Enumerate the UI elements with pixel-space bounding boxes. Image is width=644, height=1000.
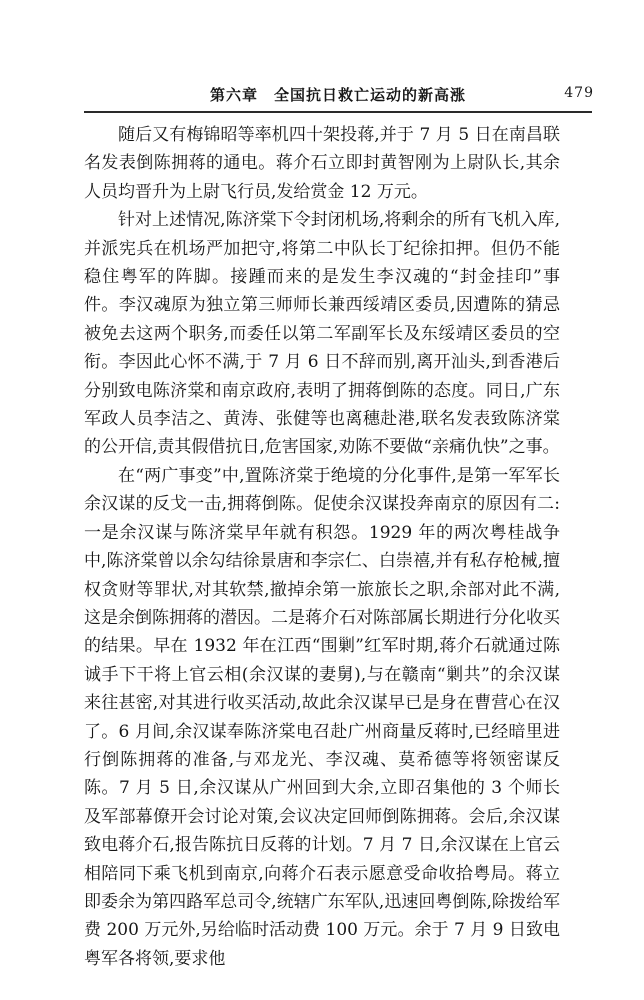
page-number: 479 [564, 85, 594, 101]
header-rule [84, 111, 592, 113]
paragraph: 随后又有梅锦昭等率机四十架投蒋,并于 7 月 5 日在南昌联名发表倒陈拥蒋的通电。蒋介石立即封黄智刚为上尉队长,其余人员均晋升为上尉飞行员,发给赏金 12 万元。 [84, 125, 560, 202]
running-head [84, 84, 592, 106]
chapter-title: 第六章 全国抗日救亡运动的新高涨 [209, 86, 466, 104]
body-text [84, 121, 560, 973]
paragraph: 在“两广事变”中,置陈济棠于绝境的分化事件,是第一军军长余汉谋的反戈一击,拥蒋倒陈。促使余汉谋投奔南京的原因有二:一是余汉谋与陈济棠早年就有积怨。1929 年的两次粤桂战争中,陈济棠曾以余勾结徐景唐和李宗仁、白崇禧,并有私存枪械,擅权贪财等罪状,对其软禁,撤掉余第一旅旅长之职,余部对此不满,这是余倒陈拥蒋的潜因。二是蒋介石对陈部属长期进行分化收买的结果。早在 1932 年在江西“围剿”红军时期,蒋介石就通过陈诚手下干将上官云相(余汉谋的妻舅),与在赣南“剿共”的余汉谋来往甚密,对其进行收买活动,故此余汉谋早已是身在曹营心在汉了。6 月间,余汉谋奉陈济棠电召赴广州商量反蒋时,已经暗里进行倒陈拥蒋的准备,与邓龙光、李汉魂、莫希德等将领密谋反陈。7 月 5 日,余汉谋从广州回到大余,立即召集他的 3 个师长及军部幕僚开会讨论对策,会议决定回师倒陈拥蒋。会后,余汉谋致电蒋介石,报告陈抗日反蒋的计划。7 月 7 日,余汉谋在上官云相陪同下乘飞机到南京,向蒋介石表示愿意受命收拾粤局。蒋立即委余为第四路军总司令,统辖广东军队,迅速回粤倒陈,除拨给军费 200 万元外,另给临时活动费 100 万元。余于 7 月 9 日致电粤军各将领,要求他 [84, 465, 560, 969]
paragraph: 针对上述情况,陈济棠下令封闭机场,将剩余的所有飞机入库,并派宪兵在机场严加把守,将第二中队长丁纪徐扣押。但仍不能稳住粤军的阵脚。接踵而来的是发生李汉魂的“封金挂印”事件。李汉魂原为独立第三师师长兼西绥靖区委员,因遭陈的猜忌被免去这两个职务,而委任以第二军副军长及东绥靖区委员的空衔。李因此心怀不满,于 7 月 6 日不辞而别,离开汕头,到香港后分别致电陈济棠和南京政府,表明了拥蒋倒陈的态度。同日,广东军政人员李洁之、黄涛、张健等也离穗赴港,联名发表致陈济棠的公开信,责其假借抗日,危害国家,劝陈不要做“亲痛仇快”之事。 [84, 210, 560, 458]
